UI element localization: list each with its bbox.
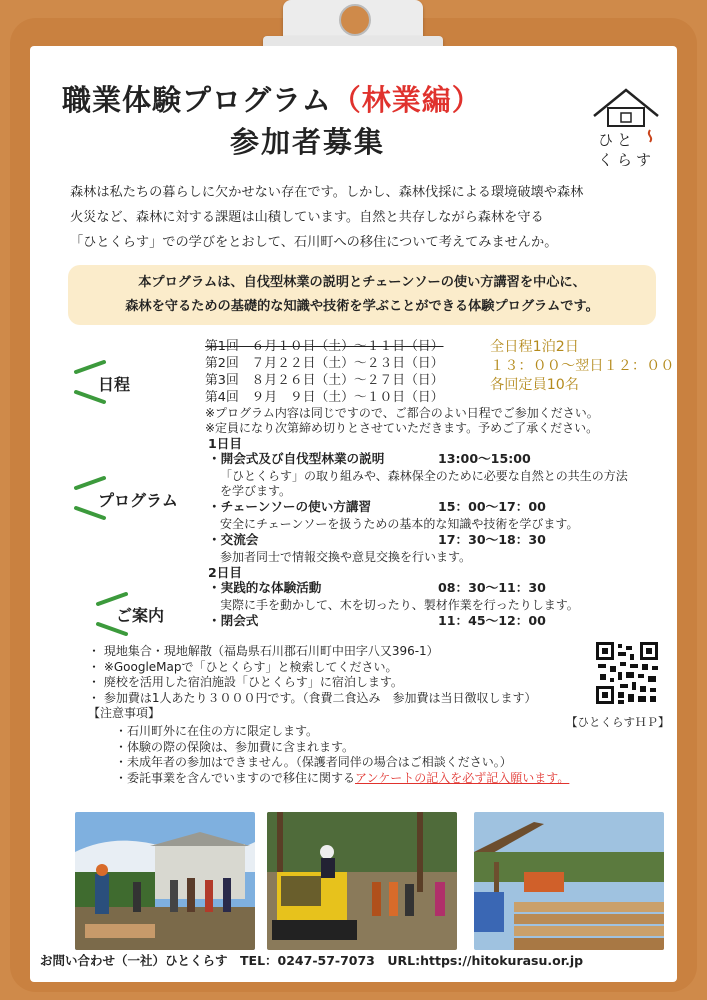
- program-item-desc: 参加者同士で情報交換や意見交換を行います。: [220, 550, 472, 564]
- info-line: ・ 廃校を活用した宿泊施設「ひとくらす」に宿泊します。: [88, 675, 403, 689]
- intro-text: [70, 180, 660, 255]
- caution-prefix: ・委託事業を含んでいますので移住に関する: [115, 770, 356, 785]
- page-title: [62, 78, 482, 119]
- schedule-item-cancelled: 第1回 ６月１０日（土）～１１日（日）: [205, 339, 444, 354]
- banner-line: 森林を守るための基礎的な知識や技術を学ぶことができる体験プログラムです。: [125, 299, 599, 314]
- title-highlight: （林業編）: [331, 83, 482, 117]
- day2-label: 2日目: [208, 565, 242, 580]
- program-item-desc: 実際に手を動かして、木を切ったり、製材作業を行ったりします。: [220, 598, 579, 612]
- schedule-item: 第4回 ９月 ９日（土）～１０日（日）: [205, 390, 444, 405]
- contact-footer: お問い合わせ（一社）ひとくらす TEL：0247-57-7073 URL:https://hitokurasu.or.jp: [40, 953, 584, 968]
- photo-sawmill-logs: [474, 812, 664, 950]
- info-line: ・ 現地集合・現地解散（福島県石川郡石川町中田字八又396-1）: [88, 644, 439, 658]
- title-main: 職業体験プログラム: [62, 83, 332, 117]
- caution-item: [115, 771, 569, 787]
- schedule-summary-line: 各回定員10名: [490, 377, 579, 393]
- logo-text: [598, 130, 655, 170]
- section-guide-label: ご案内: [116, 606, 165, 625]
- banner-line: 本プログラムは、自伐型林業の説明とチェーンソーの使い方講習を中心に、: [138, 275, 586, 290]
- schedule-summary: [490, 338, 674, 395]
- info-line: ・ 参加費は1人あたり３０００円です。（食費二食込み 参加費は当日徴収します）: [88, 690, 537, 705]
- schedule-notes: [205, 406, 599, 436]
- program-item-time: 17：30～18：30: [438, 532, 546, 547]
- day1-label: 1日目: [208, 436, 242, 451]
- program-details: [208, 436, 658, 631]
- caution-item: ・未成年者の参加はできません。（保護者同伴の場合はご相談ください。）: [115, 755, 512, 769]
- program-item-desc: 安全にチェーンソーを扱うための基本的な知識や技術を学びます。: [220, 517, 579, 531]
- logo-line2: くらす: [598, 151, 656, 169]
- qr-code-icon[interactable]: [594, 640, 660, 706]
- schedule-summary-line: １３：００～翌日１２：００: [490, 358, 675, 374]
- caution-survey-note: アンケートの記入を必ず記入願います。: [355, 770, 570, 785]
- photo-chainsaw-demo: [75, 812, 255, 950]
- intro-line: 森林は私たちの暮らしに欠かせない存在です。しかし、森林伐採による環境破壊や森林: [70, 185, 584, 200]
- program-item-title: ・チェーンソーの使い方講習: [208, 499, 372, 514]
- program-item-time: 11：45～12：00: [438, 613, 546, 628]
- clipboard-clip: [283, 0, 423, 48]
- program-item-desc: 「ひとくらす」の取り組みや、森林保全のために必要な自然との共生の方法: [220, 469, 628, 483]
- schedule-item: 第2回 ７月２２日（土）～２３日（日）: [205, 356, 444, 371]
- program-item-title: ・開会式及び自伐型林業の説明: [208, 451, 385, 466]
- program-item-time: 15：00～17：00: [438, 499, 546, 514]
- program-item-title: ・閉会式: [208, 613, 259, 628]
- guide-info: [88, 644, 537, 722]
- program-item-desc: を学びます。: [220, 484, 292, 498]
- program-summary-banner: [68, 265, 656, 325]
- intro-line: 火災など、森林に対する課題は山積しています。自然と共存しながら森林を守る: [70, 210, 544, 225]
- schedule-note: ※定員になり次第締め切りとさせていただきます。予めご了承ください。: [205, 421, 599, 435]
- caution-item: ・石川町外に在住の方に限定します。: [115, 724, 319, 738]
- logo-line1: ひと: [598, 131, 637, 149]
- program-item-time: 08：30～11：30: [438, 580, 546, 595]
- schedule-summary-line: 全日程1泊2日: [490, 339, 579, 355]
- page-subtitle: 参加者募集: [230, 125, 386, 159]
- photo-excavator: [267, 812, 457, 950]
- section-schedule-label: 日程: [98, 375, 131, 394]
- info-line: ・ ※GoogleMapで「ひとくらす」と検索してください。: [88, 659, 398, 674]
- program-item-title: ・実践的な体験活動: [208, 580, 322, 595]
- caution-label: 【注意事項】: [88, 706, 161, 720]
- caution-item: ・体験の際の保険は、参加費に含まれます。: [115, 739, 355, 754]
- clip-knob: [339, 4, 371, 36]
- schedule-note: ※プログラム内容は同じですので、ご都合のよい日程でご参加ください。: [205, 406, 599, 420]
- schedule-item: 第3回 ８月２６日（土）～２７日（日）: [205, 373, 444, 388]
- intro-line: 「ひとくらす」での学びをとおして、石川町への移住について考えてみませんか。: [70, 235, 558, 250]
- section-program-label: プログラム: [98, 491, 178, 510]
- qr-label: 【ひとくらすＨＰ】: [566, 715, 670, 729]
- caution-list: [115, 724, 569, 786]
- program-item-time: 13:00～15:00: [438, 451, 531, 466]
- schedule-list: [205, 338, 444, 406]
- program-item-title: ・交流会: [208, 532, 259, 547]
